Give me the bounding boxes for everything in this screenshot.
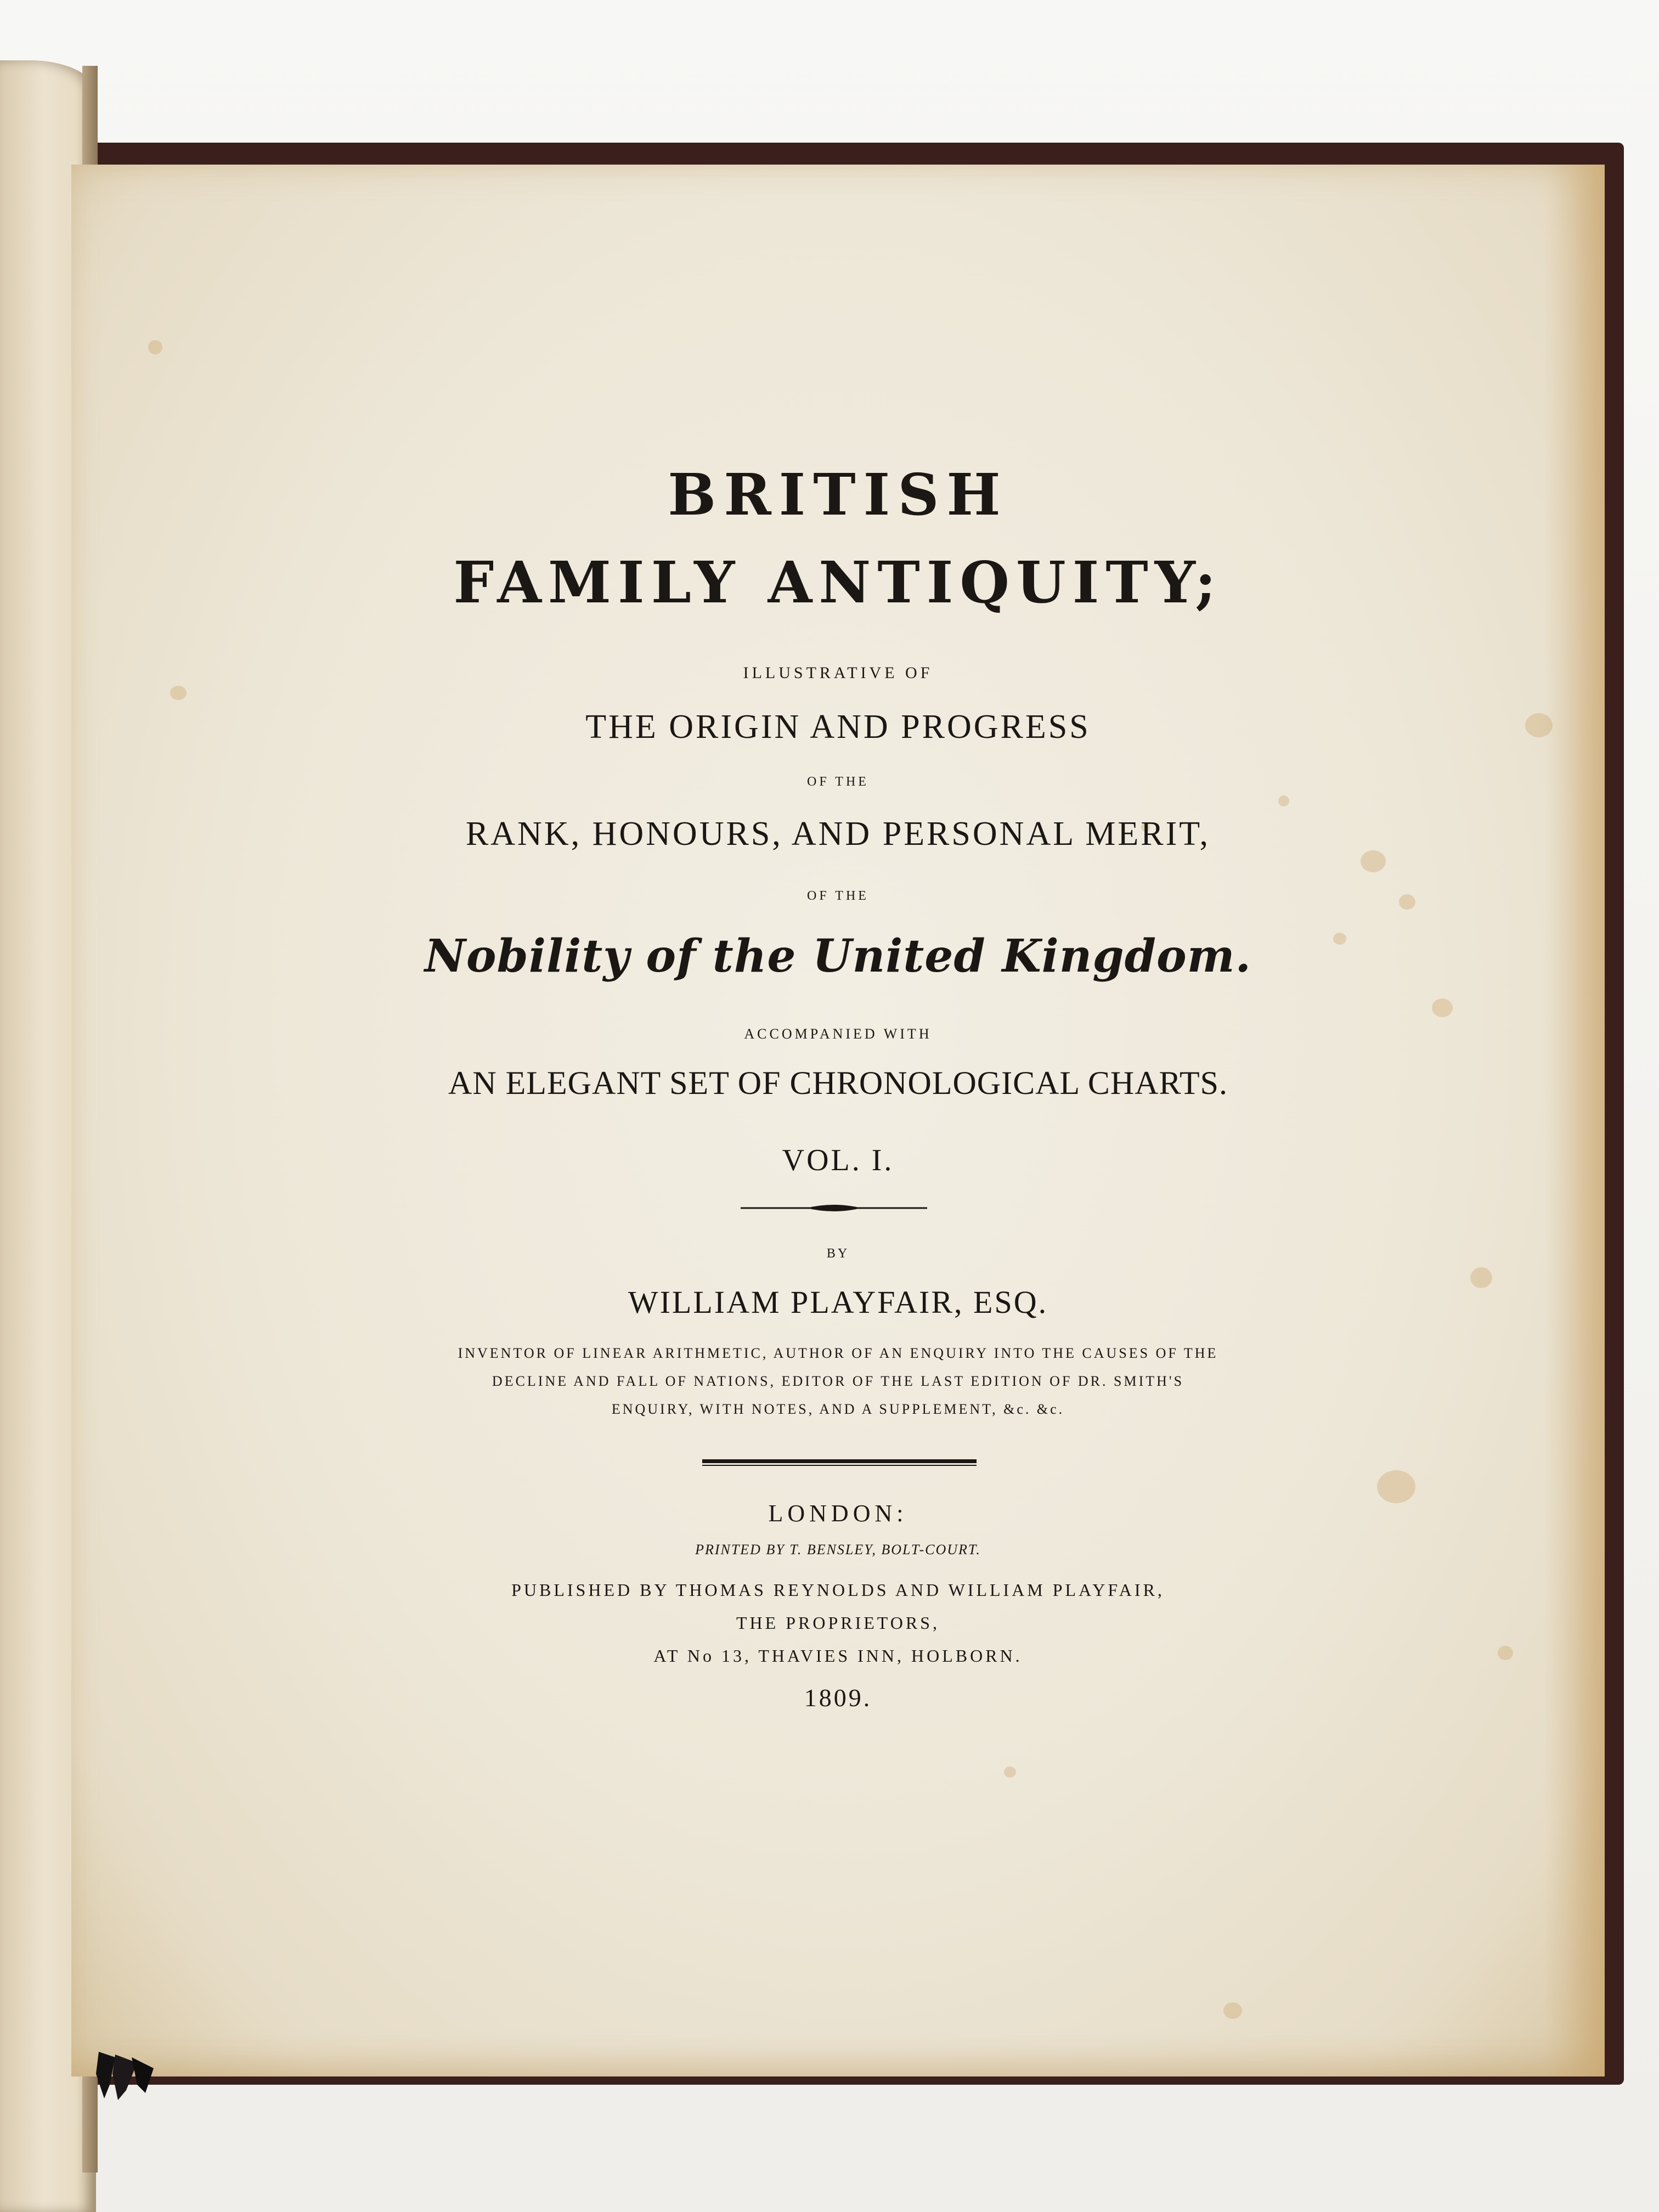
publication-year: 1809.	[804, 1684, 872, 1712]
foxing-spot	[1361, 850, 1386, 872]
origin-and-progress: THE ORIGIN AND PROGRESS	[585, 708, 1091, 746]
author-credentials-3: ENQUIRY, WITH NOTES, AND A SUPPLEMENT, &c. &c.	[611, 1401, 1065, 1417]
page-edge-stain	[1544, 165, 1605, 2076]
double-rule	[702, 1458, 977, 1467]
publisher-line-3: AT No 13, THAVIES INN, HOLBORN.	[653, 1646, 1023, 1666]
nobility-blackletter: Nobility of the United Kingdom.	[424, 930, 1252, 983]
author-credentials-2: DECLINE AND FALL OF NATIONS, EDITOR OF THE LAST EDITION OF DR. SMITH'S	[492, 1373, 1184, 1389]
imprint-city: LONDON:	[768, 1500, 908, 1527]
by-label: BY	[826, 1246, 850, 1261]
title-line-1: BRITISH	[668, 461, 1008, 528]
accompanied-with: ACCOMPANIED WITH	[744, 1026, 932, 1042]
ornament-rule	[741, 1201, 927, 1215]
publisher-line-1: PUBLISHED BY THOMAS REYNOLDS AND WILLIAM PLAYFAIR,	[511, 1580, 1165, 1600]
of-the-1: OF THE	[807, 775, 869, 789]
publisher-line-2: THE PROPRIETORS,	[736, 1613, 940, 1633]
printer-line: PRINTED BY T. BENSLEY, BOLT-COURT.	[695, 1542, 981, 1558]
author-name: WILLIAM PLAYFAIR, ESQ.	[628, 1284, 1048, 1320]
foxing-spot	[1223, 2002, 1242, 2019]
volume-number: VOL. I.	[782, 1143, 894, 1177]
foxing-spot	[1432, 998, 1453, 1017]
foxing-spot	[1278, 795, 1289, 806]
author-credentials-1: INVENTOR OF LINEAR ARITHMETIC, AUTHOR OF AN ENQUIRY INTO THE CAUSES OF THE	[458, 1345, 1218, 1361]
title-line-2: FAMILY ANTIQUITY;	[453, 549, 1223, 616]
foxing-spot	[1004, 1767, 1016, 1778]
illustrative-of: ILLUSTRATIVE OF	[743, 664, 933, 682]
rank-honours-merit: RANK, HONOURS, AND PERSONAL MERIT,	[465, 815, 1211, 853]
foxing-spot	[170, 686, 187, 700]
title-page	[71, 165, 1605, 2076]
foxing-spot	[1377, 1470, 1415, 1503]
of-the-2: OF THE	[807, 889, 869, 903]
chronological-charts: AN ELEGANT SET OF CHRONOLOGICAL CHARTS.	[448, 1065, 1228, 1101]
ribbon-marker	[93, 2052, 159, 2101]
foxing-spot	[148, 340, 162, 354]
